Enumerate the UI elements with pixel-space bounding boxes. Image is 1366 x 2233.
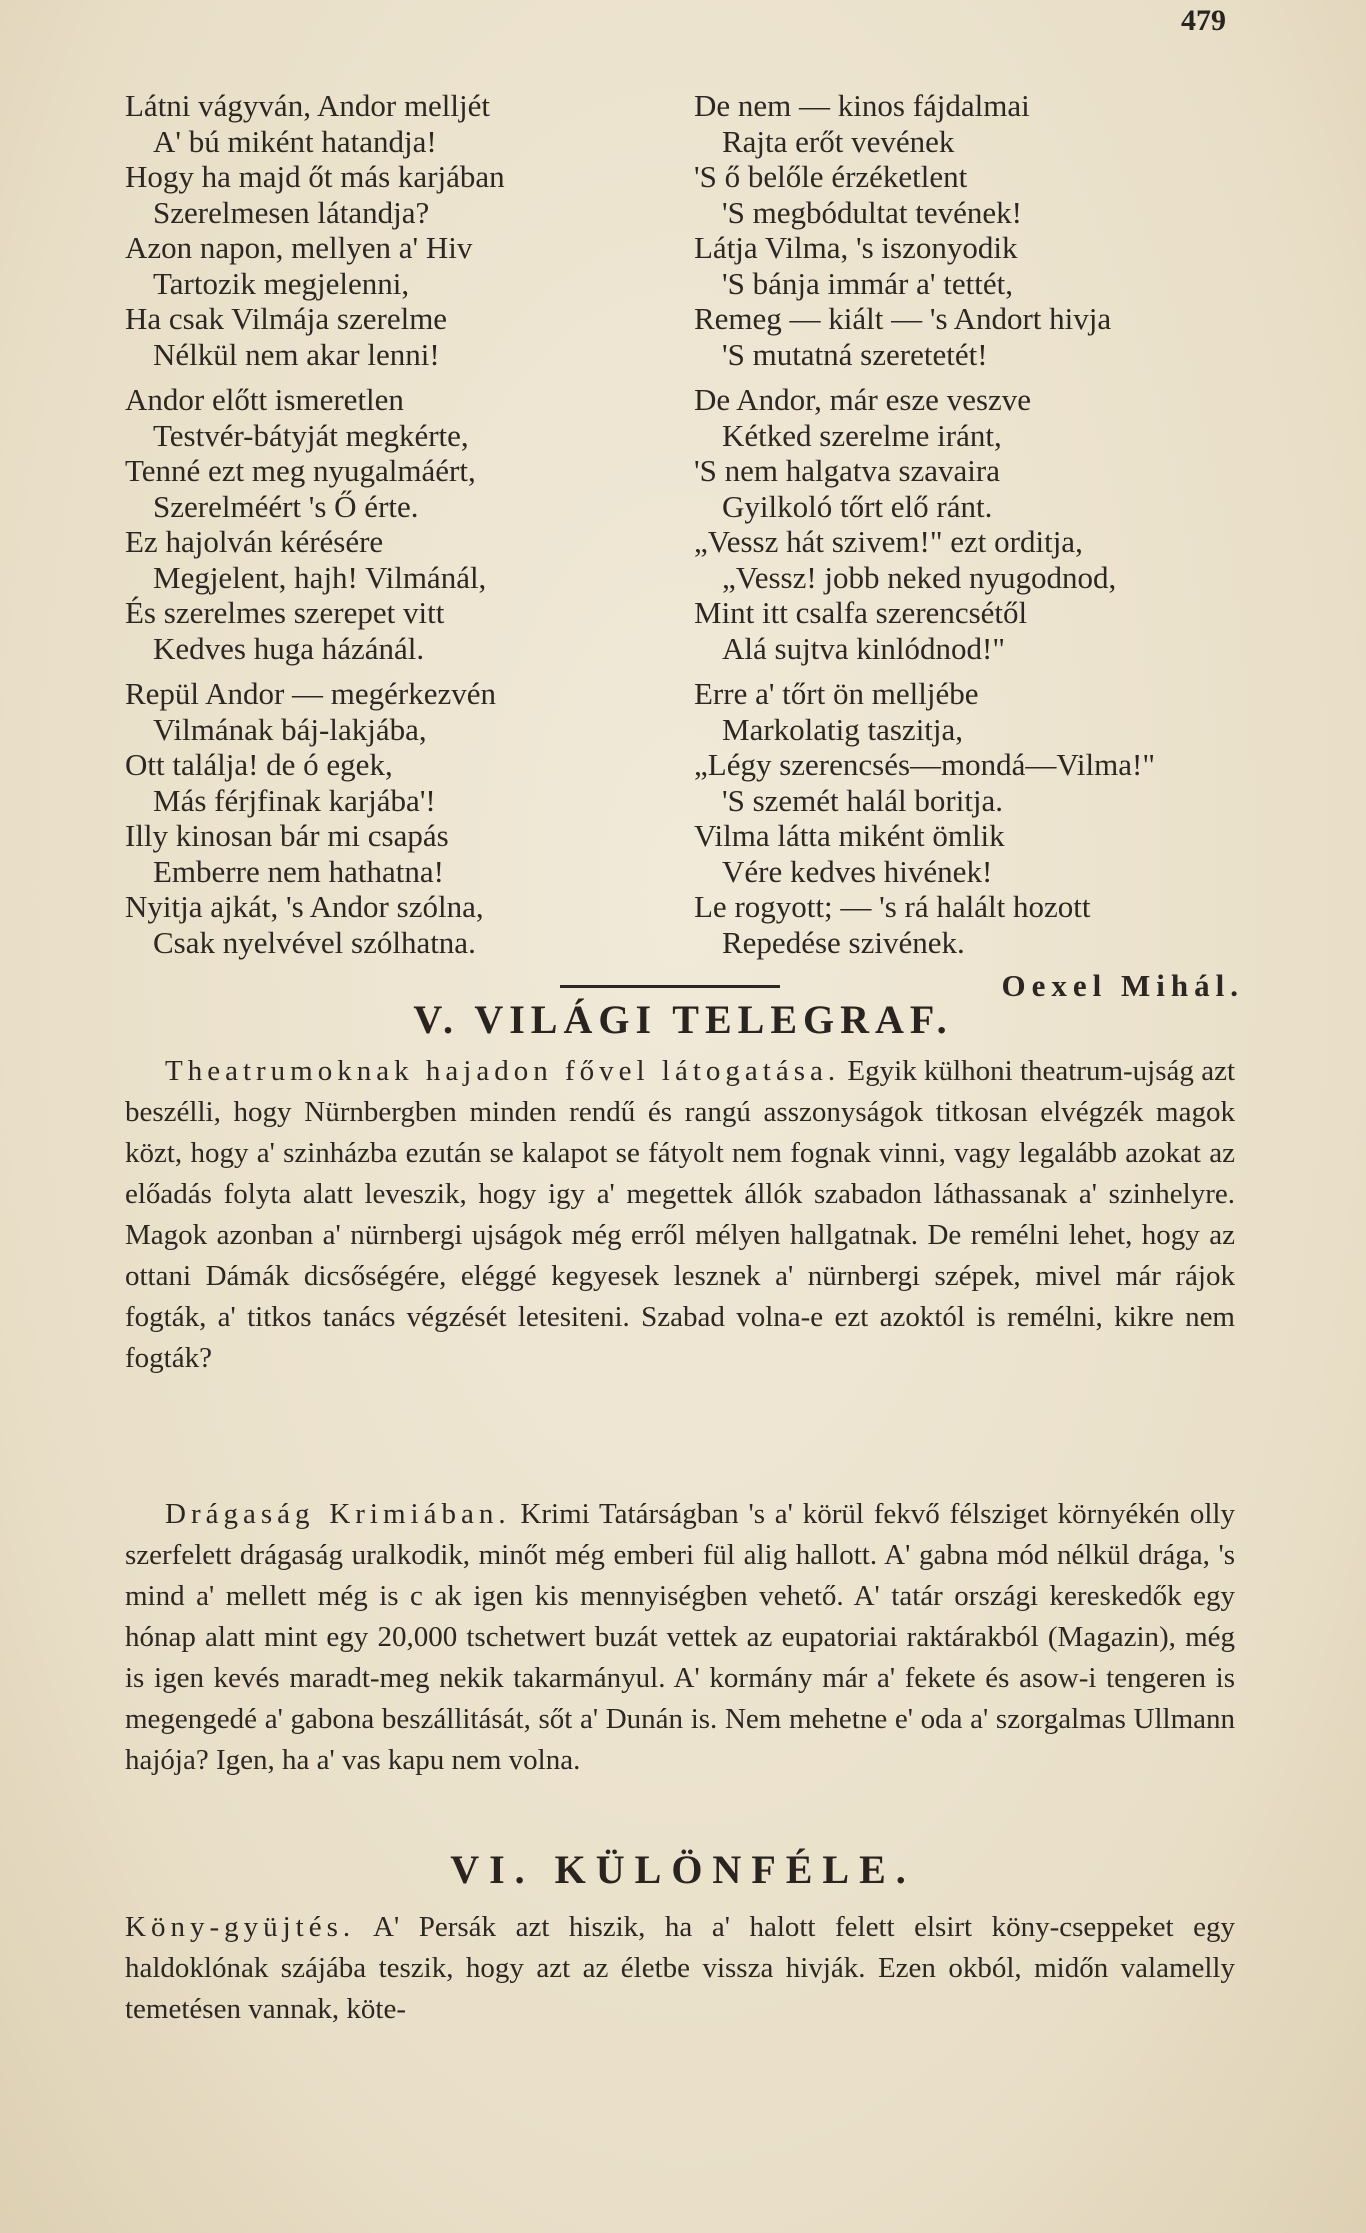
- poem-line: Tartozik megjelenni,: [153, 265, 410, 301]
- poem-line: Vére kedves hivének!: [722, 853, 993, 889]
- poem-line: Szerelmesen látandja?: [153, 194, 430, 230]
- poem-line: Szerelméért 's Ő érte.: [153, 488, 419, 524]
- poem-stanza: [125, 382, 685, 666]
- poem-line: „Vessz hát szivem!" ezt orditja,: [694, 524, 1083, 559]
- poem-line: Kétked szerelme iránt,: [722, 417, 1002, 453]
- poem-line: Emberre nem hathatna!: [153, 853, 444, 889]
- poem-line: És szerelmes szerepet vitt: [125, 595, 445, 630]
- poem-signature: Oexel Mihál.: [1001, 968, 1244, 1003]
- poem-stanza: [694, 382, 1254, 666]
- poem-line: Kedves huga házánál.: [153, 630, 425, 666]
- article-text: Krimi Tatárságban 's a' körül fekvő félsziget környékén olly szerfelett drágaság uralkodik, minőt még emberi fül alig hallott. A' gabna mód nélkül drága, 's mind a' mellett még is c ak igen kis mennyiségben vehető. A' tatár országi kereskedők egy hónap alatt mint egy 20,000 tschetwert buzát vettek az eupatoriai raktárakból (Magazin), még is igen kevés maradt-meg nekik takarmányul. A' kormány már a' fekete és asow-i tengeren is megengedé a' gabona beszállitását, sőt a' Dunán is. Nem mehetne e' oda a' szorgalmas Ullmann hajója? Igen, ha a' vas kapu nem volna.: [125, 1498, 1235, 1776]
- poem-line: A' bú miként hatandja!: [153, 123, 437, 159]
- article-lead: Theatrumoknak hajadon fővel látogatása.: [165, 1055, 841, 1087]
- poem-line: Megjelent, hajh! Vilmánál,: [153, 559, 487, 595]
- poem-line: Illy kinosan bár mi csapás: [125, 818, 449, 853]
- poem-line: 'S megbódultat tevének!: [722, 194, 1023, 230]
- poem-line: Ez hajolván kérésére: [125, 524, 384, 559]
- poem-line: „Vessz! jobb neked nyugodnod,: [722, 559, 1117, 595]
- article-lead: Köny-gyüjtés.: [125, 1911, 356, 1943]
- poem-line: Repül Andor — megérkezvén: [125, 676, 497, 711]
- poem-line: Hogy ha majd őt más karjában: [125, 159, 505, 194]
- poem-line: Csak nyelvével szólhatna.: [153, 924, 476, 960]
- poem-stanza: [694, 676, 1254, 960]
- article-tear-collection: [125, 1907, 1235, 2030]
- poem-line: 'S bánja immár a' tettét,: [722, 265, 1013, 301]
- poem-line: Erre a' tőrt ön melljébe: [694, 676, 979, 711]
- article-crimea-prices: [125, 1494, 1235, 1781]
- poem-line: Remeg — kiált — 's Andort hivja: [694, 301, 1112, 336]
- poem-line: 'S mutatná szeretetét!: [722, 336, 988, 372]
- poem-stanza: [125, 88, 685, 372]
- section-v-heading: V. VILÁGI TELEGRAF.: [413, 997, 953, 1042]
- page-number: 479: [1181, 4, 1226, 37]
- poem-line: Azon napon, mellyen a' Hiv: [125, 230, 473, 265]
- poem-line: Rajta erőt vevének: [722, 123, 955, 159]
- poem-line: Látni vágyván, Andor melljét: [125, 88, 491, 123]
- poem-line: Mint itt csalfa szerencsétől: [694, 595, 1028, 630]
- poem-line: 'S szemét halál boritja.: [722, 782, 1004, 818]
- section-divider: [560, 985, 780, 988]
- poem-line: Tenné ezt meg nyugalmáért,: [125, 453, 476, 488]
- poem-line: Látja Vilma, 's iszonyodik: [694, 230, 1018, 265]
- poem-line: 'S ő belőle érzéketlent: [694, 159, 968, 194]
- poem-line: Testvér-bátyját megkérte,: [153, 417, 469, 453]
- poem-line: Vilma látta miként ömlik: [694, 818, 1005, 853]
- article-text: Egyik külhoni theatrum-ujság azt beszélli, hogy Nürnbergben minden rendű és rangú asszonyságok titkosan elvégzék magok közt, hogy a' szinházba ezután se kalapot se fátyolt nem fognak vinni, vagy legalább azokat az előadás folyta alatt leveszik, hogy igy a' megettek állók szabadon láthassanak a' szinhelyre. Magok azonban a' nürnbergi ujságok még erről mélyen hallgatnak. De remélni lehet, hogy az ottani Dámák dicsőségére, eléggé kegyesek lesznek a' nürnbergi szépek, mivel már rájok fogták, a' titkos tanács végzését letesiteni. Szabad volna-e ezt azoktól is remélni, kikre nem fogták?: [125, 1055, 1235, 1374]
- poem-line: Ott találja! de ó egek,: [125, 747, 393, 782]
- poem-line: De nem — kinos fájdalmai: [694, 88, 1030, 123]
- section-vi-heading: VI. KÜLÖNFÉLE.: [450, 1847, 916, 1892]
- article-text: A' Persák azt hiszik, ha a' halott felett elsirt köny-cseppeket egy haldoklónak szájába teszik, hogy azt az életbe vissza hivják. Ezen okból, midőn valamelly temetésen vannak, köte-: [125, 1911, 1235, 2025]
- article-lead: Drágaság Krimiában.: [165, 1498, 511, 1530]
- poem-line: Le rogyott; — 's rá halált hozott: [694, 889, 1091, 924]
- poem-line: Vilmának báj-lakjába,: [153, 711, 427, 747]
- poem-line: Markolatig taszitja,: [722, 711, 964, 747]
- poem-stanza: [125, 676, 685, 960]
- poem-line: Nyitja ajkát, 's Andor szólna,: [125, 889, 484, 924]
- poem-line: Más férjfinak karjába'!: [153, 782, 436, 818]
- poem-left-column: [125, 88, 685, 970]
- poem-line: Andor előtt ismeretlen: [125, 382, 404, 417]
- article-theatre-hats: [125, 1051, 1235, 1379]
- poem-stanza: [694, 88, 1254, 372]
- poem-line: 'S nem halgatva szavaira: [694, 453, 1000, 488]
- poem-line: Gyilkoló tőrt elő ránt.: [722, 488, 993, 524]
- poem-line: Nélkül nem akar lenni!: [153, 336, 440, 372]
- poem-line: Alá sujtva kinlódnod!": [722, 630, 1006, 666]
- poem-right-column: [694, 88, 1254, 1004]
- poem-line: Repedése szivének.: [722, 924, 965, 960]
- poem-line: Ha csak Vilmája szerelme: [125, 301, 448, 336]
- poem-line: „Légy szerencsés—mondá—Vilma!": [694, 747, 1155, 782]
- poem-line: De Andor, már esze veszve: [694, 382, 1032, 417]
